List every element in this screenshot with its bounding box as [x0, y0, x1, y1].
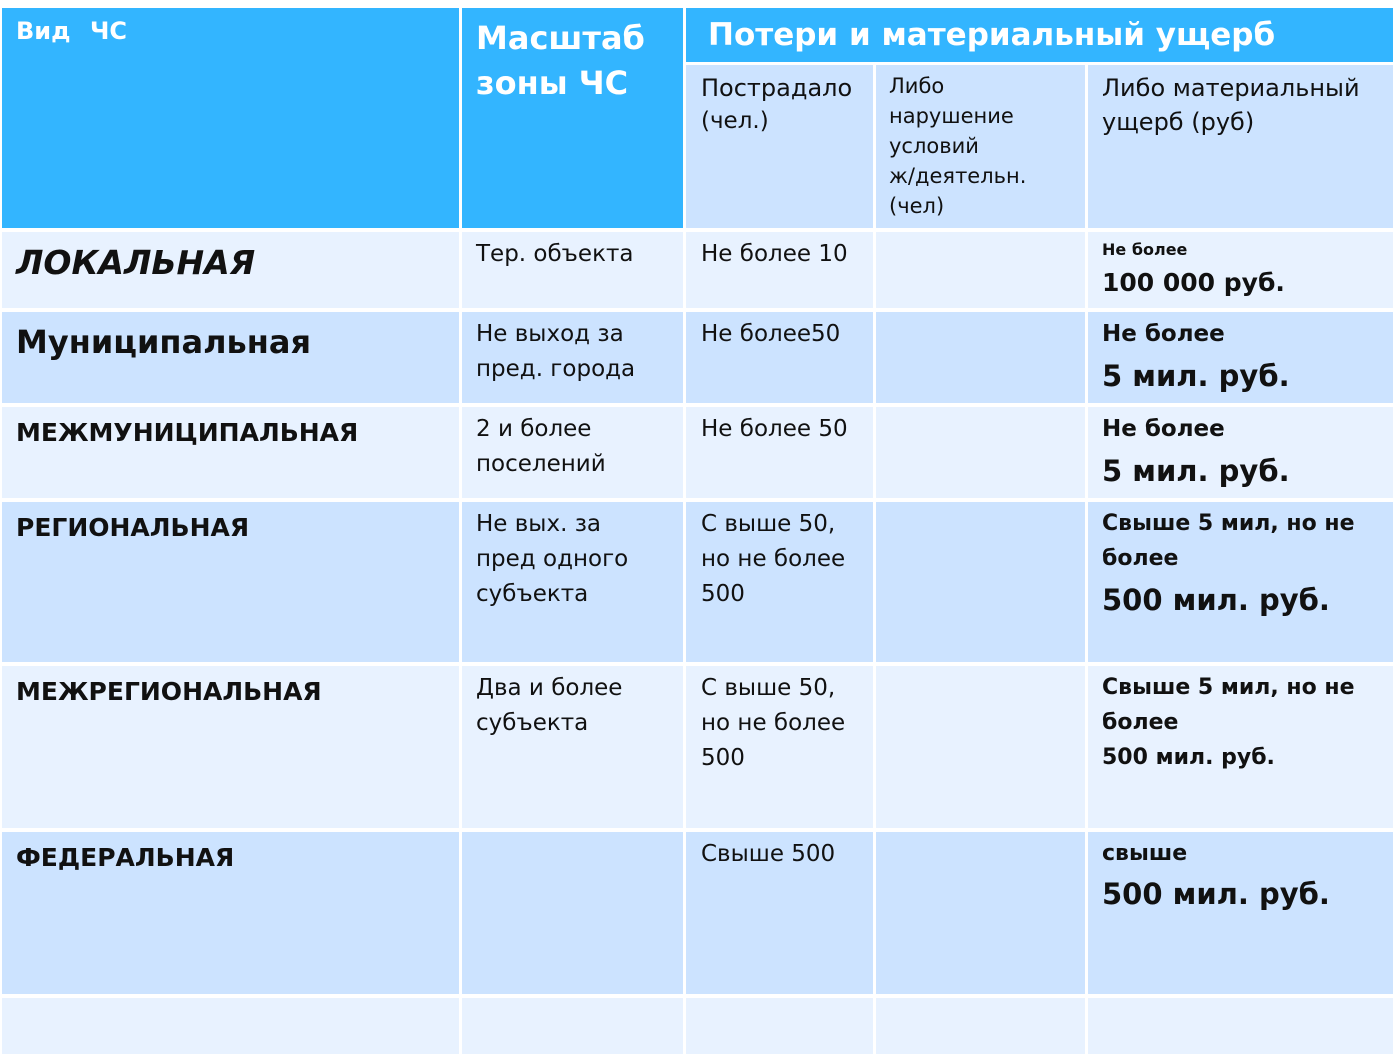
- row-5-type: [2, 666, 459, 828]
- row-2-type: [2, 312, 459, 403]
- row-5-scale: [462, 666, 683, 828]
- row-3-victims: [686, 407, 873, 498]
- row-3-type-text: МЕЖМУНИЦИПАЛЬНАЯ: [16, 418, 359, 447]
- row-3-damage: [1088, 407, 1393, 498]
- row-5-victims-line1: С выше 50,: [701, 675, 836, 701]
- row-2-victims-line1: Не более50: [701, 321, 841, 347]
- header-damage-line2: ущерб (руб): [1102, 108, 1255, 136]
- row-3-scale: [462, 407, 683, 498]
- row-2-scale-line1: Не выход за: [476, 321, 624, 347]
- row-3-type: [2, 407, 459, 498]
- row-5-damage-big: 500 мил. руб.: [1102, 745, 1275, 770]
- header-cell-losses-group: [686, 8, 1393, 62]
- row-6-damage-big: 500 мил. руб.: [1102, 877, 1330, 911]
- row-5-victims-line2: но не более: [701, 710, 846, 736]
- row-3-scale-line1: 2 и более: [476, 416, 592, 442]
- row-2-damage: [1088, 312, 1393, 403]
- header-cell-victims: [686, 65, 873, 228]
- row-5-scale-line1: Два и более: [476, 675, 623, 701]
- row-3-victims-line1: Не более 50: [701, 416, 848, 442]
- row-6-victims: [686, 832, 873, 994]
- row-1-damage-big: 100 000 руб.: [1102, 268, 1285, 297]
- header-victims-line1: Пострадало: [701, 74, 853, 102]
- header-type-word2: ЧС: [90, 17, 128, 45]
- row-4-victims-line3: 500: [701, 581, 745, 607]
- row-3-scale-line2: поселений: [476, 451, 606, 477]
- row-3-disruption: [876, 407, 1085, 498]
- row-7-type: [2, 998, 459, 1054]
- row-4-damage-small1: Свыше 5 мил, но не: [1102, 511, 1355, 536]
- row-4-scale-line1: Не вых. за: [476, 511, 602, 537]
- row-4-damage-big: 500 мил. руб.: [1102, 583, 1330, 617]
- header-type-word1: Вид: [16, 17, 71, 45]
- row-1-scale-line1: Тер. объекта: [476, 241, 634, 267]
- header-cell-damage: [1088, 65, 1393, 228]
- row-4-type-text: РЕГИОНАЛЬНАЯ: [16, 513, 250, 542]
- row-5-victims-line3: 500: [701, 745, 745, 771]
- header-scale-line2: зоны ЧС: [476, 64, 629, 102]
- row-2-scale-line2: пред. города: [476, 356, 636, 382]
- row-1-victims-line1: Не более 10: [701, 241, 848, 267]
- header-disruption-line5: (чел): [889, 194, 945, 218]
- row-7-damage: [1088, 998, 1393, 1054]
- header-victims-line2: (чел.): [701, 108, 769, 134]
- row-1-disruption: [876, 232, 1085, 308]
- row-4-scale-line2: пред одного: [476, 546, 629, 572]
- row-2-damage-big: 5 мил. руб.: [1102, 359, 1290, 393]
- header-cell-disruption: [876, 65, 1085, 228]
- row-4-damage: [1088, 502, 1393, 662]
- row-5-damage: [1088, 666, 1393, 828]
- row-4-victims-line1: С выше 50,: [701, 511, 836, 537]
- row-4-disruption: [876, 502, 1085, 662]
- header-disruption-line1: Либо: [889, 74, 945, 98]
- header-losses-title: Потери и материальный ущерб: [708, 17, 1276, 53]
- row-1-damage-small: Не более: [1102, 240, 1188, 259]
- row-5-damage-small2: более: [1102, 710, 1179, 735]
- row-5-disruption: [876, 666, 1085, 828]
- row-1-type-text: ЛОКАЛЬНАЯ: [16, 243, 256, 282]
- row-7-scale: [462, 998, 683, 1054]
- row-1-type: [2, 232, 459, 308]
- row-6-type-text: ФЕДЕРАЛЬНАЯ: [16, 843, 235, 872]
- row-4-damage-small2: более: [1102, 546, 1179, 571]
- row-2-disruption: [876, 312, 1085, 403]
- row-1-scale: [462, 232, 683, 308]
- header-damage-line1: Либо материальный: [1102, 74, 1360, 102]
- header-cell-scale: [462, 8, 683, 228]
- row-6-type: [2, 832, 459, 994]
- row-5-scale-line2: субъекта: [476, 710, 589, 736]
- row-2-damage-small: Не более: [1102, 321, 1225, 347]
- row-7-victims: [686, 998, 873, 1054]
- row-5-type-text: МЕЖРЕГИОНАЛЬНАЯ: [16, 677, 322, 706]
- header-disruption-line2: нарушение: [889, 104, 1014, 128]
- row-4-scale: [462, 502, 683, 662]
- row-1-damage: [1088, 232, 1393, 308]
- row-4-type: [2, 502, 459, 662]
- row-6-damage-small: свыше: [1102, 841, 1188, 866]
- row-6-damage: [1088, 832, 1393, 994]
- row-6-victims-line1: Свыше 500: [701, 841, 836, 867]
- header-disruption-line3: условий: [889, 134, 979, 158]
- row-2-type-text: Муниципальная: [16, 323, 311, 361]
- header-cell-type: [2, 8, 459, 228]
- row-5-damage-small1: Свыше 5 мил, но не: [1102, 675, 1355, 700]
- row-2-scale: [462, 312, 683, 403]
- row-1-victims: [686, 232, 873, 308]
- row-4-scale-line3: субъекта: [476, 581, 589, 607]
- row-7-disruption: [876, 998, 1085, 1054]
- row-6-scale: [462, 832, 683, 994]
- row-5-victims: [686, 666, 873, 828]
- row-6-disruption: [876, 832, 1085, 994]
- header-disruption-line4: ж/деятельн.: [889, 164, 1027, 188]
- header-scale-line1: Масштаб: [476, 19, 645, 57]
- row-4-victims-line2: но не более: [701, 546, 846, 572]
- row-4-victims: [686, 502, 873, 662]
- row-2-victims: [686, 312, 873, 403]
- row-3-damage-big: 5 мил. руб.: [1102, 454, 1290, 488]
- row-3-damage-small: Не более: [1102, 416, 1225, 442]
